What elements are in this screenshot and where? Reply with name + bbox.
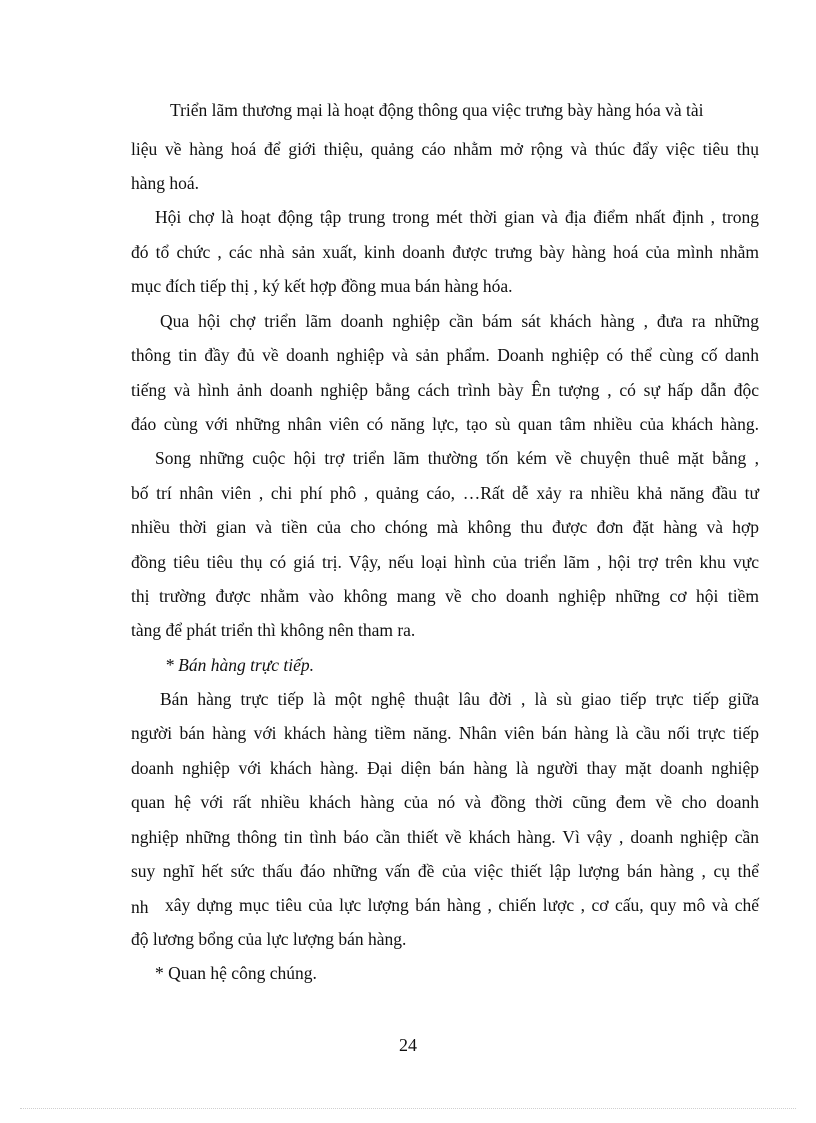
paragraph-1-line-3: hàng hoá. <box>131 173 200 193</box>
page-bottom-border <box>20 1108 796 1109</box>
paragraph-4-line-1: Song những cuộc hội trợ triển lãm thường tốn kém về chuyện thuê mặt bằng , <box>155 448 759 468</box>
paragraph-4-line-3: nhiều thời gian và tiền của cho chóng mà không thu được đơn đặt hàng và hợp <box>131 517 759 537</box>
paragraph-5-line-7: xây dựng mục tiêu của lực lượng bán hàng , chiến lược , cơ cấu, quy mô và chế <box>165 895 759 915</box>
paragraph-4-line-2: bố trí nhân viên , chi phí phô , quảng cáo, …Rất dễ xảy ra nhiều khả năng đầu tư <box>131 483 759 503</box>
paragraph-3-line-3: tiếng và hình ảnh doanh nghiệp bằng cách trình bày Ên tượng , có sự hấp dẫn độc <box>131 380 759 400</box>
heading-public-relations: * Quan hệ công chúng. <box>155 963 317 983</box>
paragraph-2-line-1: Hội chợ là hoạt động tập trung trong mét thời gian và địa điểm nhất định , trong <box>155 207 759 227</box>
paragraph-5-line-7-fragment: nh <box>131 897 149 917</box>
paragraph-3-line-4: đáo cùng với những nhân viên có năng lực, tạo sù quan tâm nhiều của khách hàng. <box>131 414 759 434</box>
paragraph-5-line-4: quan hệ với rất nhiều khách hàng của nó và đồng thời cũng đem về cho doanh <box>131 792 759 812</box>
paragraph-1-line-1: Triển lãm thương mại là hoạt động thông qua việc trưng bày hàng hóa và tài <box>170 100 704 120</box>
paragraph-5-line-3: doanh nghiệp với khách hàng. Đại diện bán hàng là người thay mặt doanh nghiệp <box>131 758 759 778</box>
paragraph-4-line-5: thị trường được nhằm vào không mang về cho doanh nghiệp những cơ hội tiềm <box>131 586 759 606</box>
paragraph-1-line-2: liệu về hàng hoá để giới thiệu, quảng cáo nhằm mở rộng và thúc đẩy việc tiêu thụ <box>131 139 759 159</box>
paragraph-2-line-3: mục đích tiếp thị , ký kết hợp đồng mua bán hàng hóa. <box>131 276 513 296</box>
paragraph-5-line-5: nghiệp những thông tin tình báo cần thiết về khách hàng. Vì vậy , doanh nghiệp cần <box>131 827 759 847</box>
paragraph-4-line-4: đồng tiêu tiêu thụ có giá trị. Vậy, nếu loại hình của triển lãm , hội trợ trên khu vực <box>131 552 759 572</box>
heading-direct-sales: * Bán hàng trực tiếp. <box>165 655 315 675</box>
paragraph-3-line-2: thông tin đầy đủ về doanh nghiệp và sản phẩm. Doanh nghiệp có thể cùng cố danh <box>131 345 759 365</box>
paragraph-5-line-8: độ lương bổng của lực lượng bán hàng. <box>131 929 407 949</box>
paragraph-5-line-2: người bán hàng với khách hàng tiềm năng. Nhân viên bán hàng là cầu nối trực tiếp <box>131 723 759 743</box>
page-number: 24 <box>399 1035 417 1055</box>
paragraph-5-line-1: Bán hàng trực tiếp là một nghệ thuật lâu đời , là sù giao tiếp trực tiếp giữa <box>160 689 759 709</box>
paragraph-4-line-6: tàng để phát triển thì không nên tham ra. <box>131 620 416 640</box>
paragraph-2-line-2: đó tổ chức , các nhà sản xuất, kinh doanh được trưng bày hàng hoá của mình nhằm <box>131 242 759 262</box>
paragraph-5-line-6: suy nghĩ hết sức thấu đáo những vấn đề của việc thiết lập lượng bán hàng , cụ thể <box>131 861 759 881</box>
paragraph-3-line-1: Qua hội chợ triển lãm doanh nghiệp cần bám sát khách hàng , đưa ra những <box>160 311 759 331</box>
